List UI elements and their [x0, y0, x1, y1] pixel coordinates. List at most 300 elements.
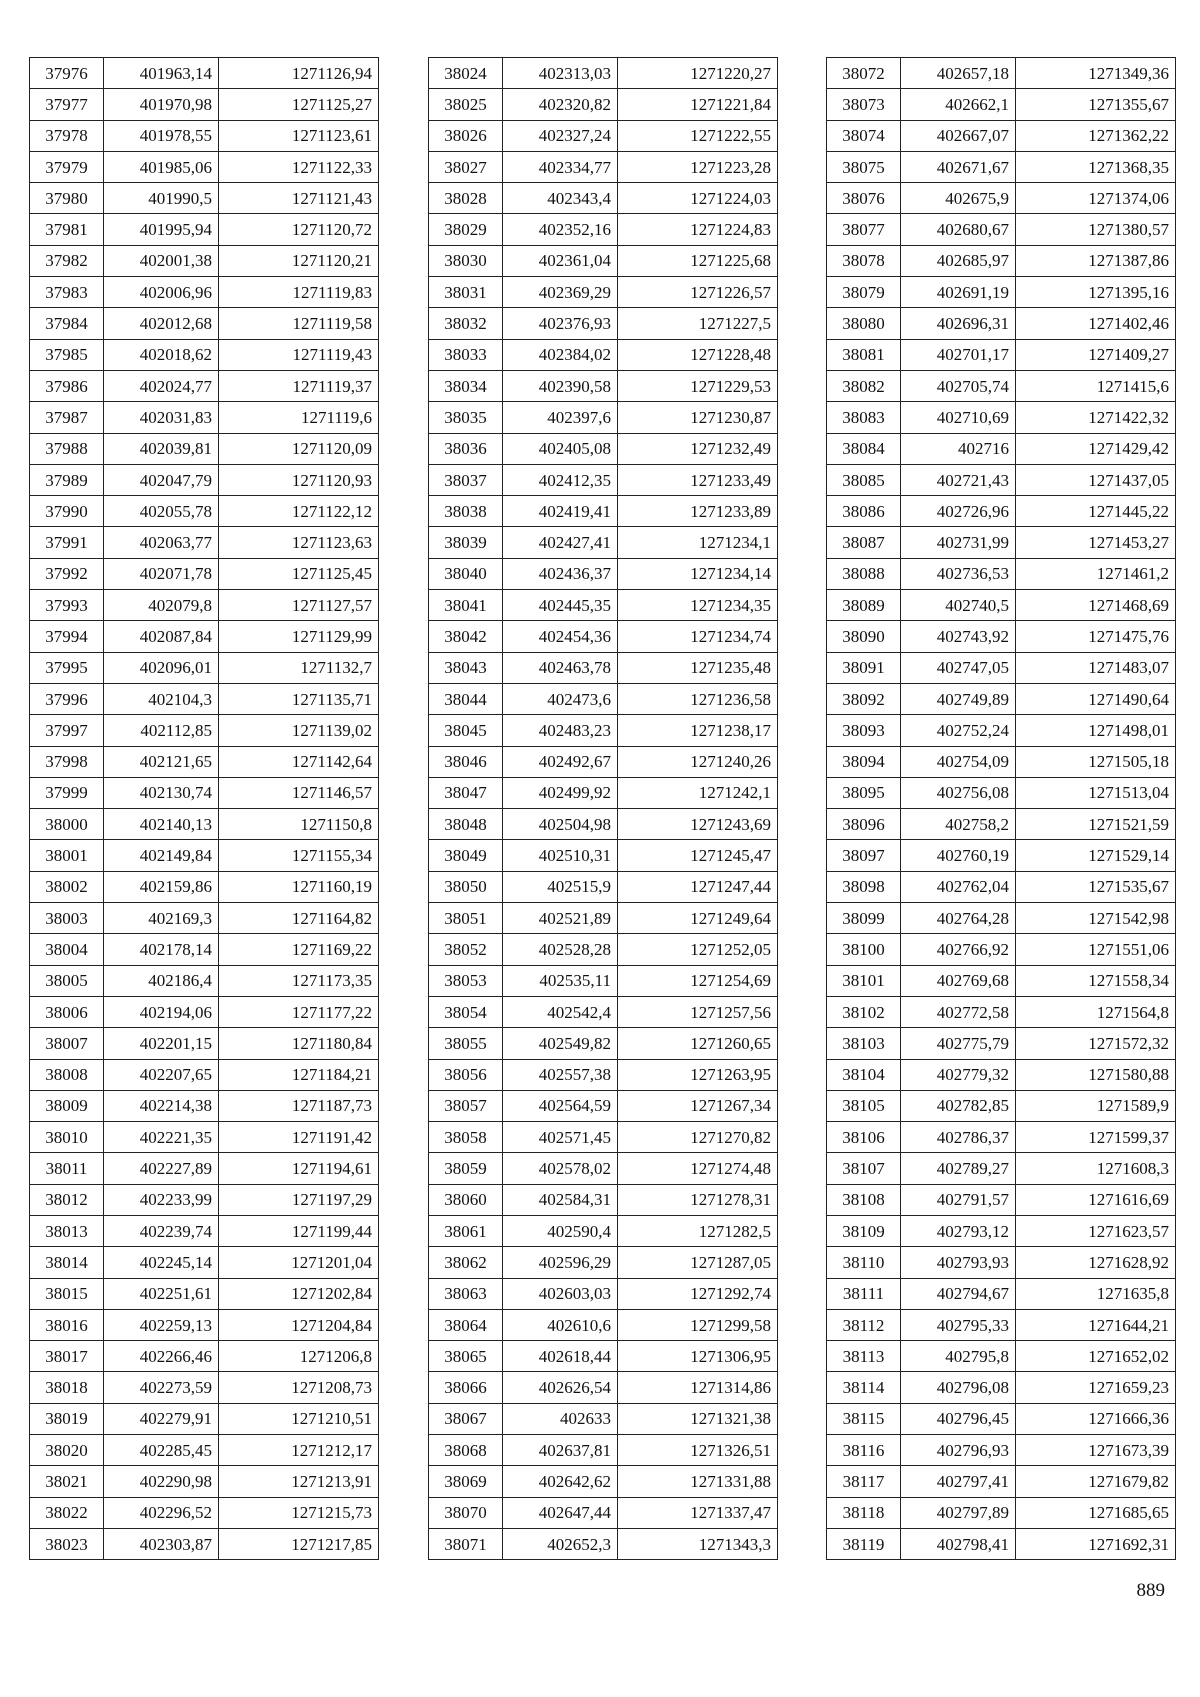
- point-number-cell: 38009: [30, 1090, 104, 1121]
- table-row: [429, 1247, 778, 1278]
- table-row: [30, 746, 379, 777]
- y-coordinate-cell: 1271142,64: [219, 746, 379, 777]
- x-coordinate-cell: 402710,69: [901, 402, 1016, 433]
- point-number-cell: 38000: [30, 809, 104, 840]
- y-coordinate-cell: 1271529,14: [1016, 840, 1176, 871]
- table-row: [30, 871, 379, 902]
- y-coordinate-cell: 1271564,8: [1016, 996, 1176, 1027]
- x-coordinate-cell: 402796,08: [901, 1372, 1016, 1403]
- table-row: [30, 183, 379, 214]
- x-coordinate-cell: 402647,44: [503, 1497, 618, 1528]
- point-number-cell: 37980: [30, 183, 104, 214]
- point-number-cell: 38093: [827, 715, 901, 746]
- x-coordinate-cell: 402130,74: [104, 777, 219, 808]
- y-coordinate-cell: 1271210,51: [219, 1403, 379, 1434]
- x-coordinate-cell: 402031,83: [104, 402, 219, 433]
- point-number-cell: 38048: [429, 809, 503, 840]
- y-coordinate-cell: 1271247,44: [618, 871, 778, 902]
- point-number-cell: 38091: [827, 652, 901, 683]
- table-row: [30, 996, 379, 1027]
- y-coordinate-cell: 1271551,06: [1016, 934, 1176, 965]
- point-number-cell: 38051: [429, 903, 503, 934]
- y-coordinate-cell: 1271120,09: [219, 433, 379, 464]
- x-coordinate-cell: 402361,04: [503, 245, 618, 276]
- x-coordinate-cell: 402747,05: [901, 652, 1016, 683]
- page-number: 889: [1136, 1580, 1165, 1601]
- y-coordinate-cell: 1271208,73: [219, 1372, 379, 1403]
- y-coordinate-cell: 1271521,59: [1016, 809, 1176, 840]
- table-row: [827, 1309, 1176, 1340]
- y-coordinate-cell: 1271199,44: [219, 1215, 379, 1246]
- point-number-cell: 38064: [429, 1309, 503, 1340]
- point-number-cell: 38020: [30, 1435, 104, 1466]
- table-row: [827, 1059, 1176, 1090]
- x-coordinate-cell: 402793,12: [901, 1215, 1016, 1246]
- y-coordinate-cell: 1271245,47: [618, 840, 778, 871]
- y-coordinate-cell: 1271498,01: [1016, 715, 1176, 746]
- point-number-cell: 37984: [30, 308, 104, 339]
- point-number-cell: 37999: [30, 777, 104, 808]
- table-row: [429, 464, 778, 495]
- table-row: [30, 652, 379, 683]
- x-coordinate-cell: 402266,46: [104, 1341, 219, 1372]
- y-coordinate-cell: 1271243,69: [618, 809, 778, 840]
- table-row: [429, 527, 778, 558]
- y-coordinate-cell: 1271337,47: [618, 1497, 778, 1528]
- y-coordinate-cell: 1271173,35: [219, 965, 379, 996]
- table-row: [429, 245, 778, 276]
- point-number-cell: 38076: [827, 183, 901, 214]
- y-coordinate-cell: 1271402,46: [1016, 308, 1176, 339]
- table-row: [30, 308, 379, 339]
- table-row: [827, 214, 1176, 245]
- x-coordinate-cell: 402327,24: [503, 120, 618, 151]
- x-coordinate-cell: 402652,3: [503, 1528, 618, 1559]
- point-number-cell: 38105: [827, 1090, 901, 1121]
- y-coordinate-cell: 1271226,57: [618, 277, 778, 308]
- x-coordinate-cell: 402743,92: [901, 621, 1016, 652]
- x-coordinate-cell: 402369,29: [503, 277, 618, 308]
- x-coordinate-cell: 402384,02: [503, 339, 618, 370]
- y-coordinate-cell: 1271331,88: [618, 1466, 778, 1497]
- y-coordinate-cell: 1271229,53: [618, 370, 778, 401]
- x-coordinate-cell: 402789,27: [901, 1153, 1016, 1184]
- table-row: [827, 277, 1176, 308]
- y-coordinate-cell: 1271409,27: [1016, 339, 1176, 370]
- table-row: [827, 809, 1176, 840]
- y-coordinate-cell: 1271483,07: [1016, 652, 1176, 683]
- point-number-cell: 38015: [30, 1278, 104, 1309]
- x-coordinate-cell: 402691,19: [901, 277, 1016, 308]
- y-coordinate-cell: 1271326,51: [618, 1435, 778, 1466]
- x-coordinate-cell: 402055,78: [104, 496, 219, 527]
- x-coordinate-cell: 402515,9: [503, 871, 618, 902]
- point-number-cell: 38070: [429, 1497, 503, 1528]
- table-row: [30, 433, 379, 464]
- x-coordinate-cell: 402779,32: [901, 1059, 1016, 1090]
- point-number-cell: 38028: [429, 183, 503, 214]
- point-number-cell: 38002: [30, 871, 104, 902]
- x-coordinate-cell: 401963,14: [104, 58, 219, 89]
- table-row: [827, 1090, 1176, 1121]
- point-number-cell: 37991: [30, 527, 104, 558]
- table-row: [429, 1090, 778, 1121]
- y-coordinate-cell: 1271306,95: [618, 1341, 778, 1372]
- table-row: [827, 965, 1176, 996]
- table-row: [429, 871, 778, 902]
- point-number-cell: 37986: [30, 370, 104, 401]
- y-coordinate-cell: 1271254,69: [618, 965, 778, 996]
- x-coordinate-cell: 402603,03: [503, 1278, 618, 1309]
- x-coordinate-cell: 402018,62: [104, 339, 219, 370]
- point-number-cell: 38075: [827, 151, 901, 182]
- y-coordinate-cell: 1271155,34: [219, 840, 379, 871]
- table-row: [30, 245, 379, 276]
- y-coordinate-cell: 1271355,67: [1016, 89, 1176, 120]
- x-coordinate-cell: 402087,84: [104, 621, 219, 652]
- y-coordinate-cell: 1271445,22: [1016, 496, 1176, 527]
- x-coordinate-cell: 402427,41: [503, 527, 618, 558]
- y-coordinate-cell: 1271659,23: [1016, 1372, 1176, 1403]
- point-number-cell: 38081: [827, 339, 901, 370]
- table-row: [827, 1341, 1176, 1372]
- x-coordinate-cell: 402186,4: [104, 965, 219, 996]
- x-coordinate-cell: 402510,31: [503, 840, 618, 871]
- point-number-cell: 37995: [30, 652, 104, 683]
- y-coordinate-cell: 1271260,65: [618, 1028, 778, 1059]
- table-row: [827, 840, 1176, 871]
- table-row: [827, 89, 1176, 120]
- x-coordinate-cell: 401978,55: [104, 120, 219, 151]
- x-coordinate-cell: 402782,85: [901, 1090, 1016, 1121]
- y-coordinate-cell: 1271123,61: [219, 120, 379, 151]
- y-coordinate-cell: 1271628,92: [1016, 1247, 1176, 1278]
- x-coordinate-cell: 402504,98: [503, 809, 618, 840]
- x-coordinate-cell: 402178,14: [104, 934, 219, 965]
- point-number-cell: 38060: [429, 1184, 503, 1215]
- point-number-cell: 38055: [429, 1028, 503, 1059]
- point-number-cell: 38083: [827, 402, 901, 433]
- x-coordinate-cell: 402412,35: [503, 464, 618, 495]
- table-row: [827, 496, 1176, 527]
- point-number-cell: 38111: [827, 1278, 901, 1309]
- x-coordinate-cell: 402584,31: [503, 1184, 618, 1215]
- y-coordinate-cell: 1271505,18: [1016, 746, 1176, 777]
- y-coordinate-cell: 1271437,05: [1016, 464, 1176, 495]
- x-coordinate-cell: 402047,79: [104, 464, 219, 495]
- y-coordinate-cell: 1271224,83: [618, 214, 778, 245]
- y-coordinate-cell: 1271191,42: [219, 1122, 379, 1153]
- y-coordinate-cell: 1271126,94: [219, 58, 379, 89]
- x-coordinate-cell: 402285,45: [104, 1435, 219, 1466]
- y-coordinate-cell: 1271215,73: [219, 1497, 379, 1528]
- table-row: [827, 652, 1176, 683]
- table-row: [827, 590, 1176, 621]
- y-coordinate-cell: 1271122,33: [219, 151, 379, 182]
- x-coordinate-cell: 402112,85: [104, 715, 219, 746]
- point-number-cell: 38109: [827, 1215, 901, 1246]
- point-number-cell: 38017: [30, 1341, 104, 1372]
- table-row: [429, 903, 778, 934]
- x-coordinate-cell: 402795,33: [901, 1309, 1016, 1340]
- point-number-cell: 38114: [827, 1372, 901, 1403]
- table-row: [827, 151, 1176, 182]
- y-coordinate-cell: 1271217,85: [219, 1528, 379, 1559]
- x-coordinate-cell: 402754,09: [901, 746, 1016, 777]
- y-coordinate-cell: 1271270,82: [618, 1122, 778, 1153]
- table-row: [30, 1372, 379, 1403]
- table-row: [827, 1528, 1176, 1559]
- point-number-cell: 37993: [30, 590, 104, 621]
- table-row: [30, 1497, 379, 1528]
- x-coordinate-cell: 402705,74: [901, 370, 1016, 401]
- x-coordinate-cell: 402227,89: [104, 1153, 219, 1184]
- table-row: [30, 1278, 379, 1309]
- y-coordinate-cell: 1271127,57: [219, 590, 379, 621]
- y-coordinate-cell: 1271119,37: [219, 370, 379, 401]
- point-number-cell: 38066: [429, 1372, 503, 1403]
- point-number-cell: 38003: [30, 903, 104, 934]
- y-coordinate-cell: 1271589,9: [1016, 1090, 1176, 1121]
- x-coordinate-cell: 402775,79: [901, 1028, 1016, 1059]
- x-coordinate-cell: 402685,97: [901, 245, 1016, 276]
- table-row: [30, 1215, 379, 1246]
- y-coordinate-cell: 1271123,63: [219, 527, 379, 558]
- x-coordinate-cell: 402716: [901, 433, 1016, 464]
- point-number-cell: 38037: [429, 464, 503, 495]
- table-row: [30, 1028, 379, 1059]
- x-coordinate-cell: 402549,82: [503, 1028, 618, 1059]
- table-row: [429, 402, 778, 433]
- point-number-cell: 38062: [429, 1247, 503, 1278]
- point-number-cell: 37982: [30, 245, 104, 276]
- y-coordinate-cell: 1271150,8: [219, 809, 379, 840]
- x-coordinate-cell: 402667,07: [901, 120, 1016, 151]
- y-coordinate-cell: 1271177,22: [219, 996, 379, 1027]
- table-row: [429, 965, 778, 996]
- x-coordinate-cell: 402731,99: [901, 527, 1016, 558]
- y-coordinate-cell: 1271623,57: [1016, 1215, 1176, 1246]
- y-coordinate-cell: 1271184,21: [219, 1059, 379, 1090]
- point-number-cell: 37988: [30, 433, 104, 464]
- point-number-cell: 38104: [827, 1059, 901, 1090]
- table-row: [30, 58, 379, 89]
- point-number-cell: 37997: [30, 715, 104, 746]
- x-coordinate-cell: 402303,87: [104, 1528, 219, 1559]
- point-number-cell: 38107: [827, 1153, 901, 1184]
- y-coordinate-cell: 1271227,5: [618, 308, 778, 339]
- point-number-cell: 38045: [429, 715, 503, 746]
- point-number-cell: 38041: [429, 590, 503, 621]
- point-number-cell: 38046: [429, 746, 503, 777]
- y-coordinate-cell: 1271233,49: [618, 464, 778, 495]
- table-row: [30, 558, 379, 589]
- table-row: [429, 120, 778, 151]
- y-coordinate-cell: 1271652,02: [1016, 1341, 1176, 1372]
- x-coordinate-cell: 402756,08: [901, 777, 1016, 808]
- x-coordinate-cell: 402564,59: [503, 1090, 618, 1121]
- table-row: [30, 151, 379, 182]
- point-number-cell: 38089: [827, 590, 901, 621]
- y-coordinate-cell: 1271135,71: [219, 683, 379, 714]
- table-row: [30, 715, 379, 746]
- x-coordinate-cell: 402483,23: [503, 715, 618, 746]
- y-coordinate-cell: 1271267,34: [618, 1090, 778, 1121]
- table-row: [429, 339, 778, 370]
- table-row: [429, 1466, 778, 1497]
- x-coordinate-cell: 402149,84: [104, 840, 219, 871]
- y-coordinate-cell: 1271180,84: [219, 1028, 379, 1059]
- x-coordinate-cell: 402796,45: [901, 1403, 1016, 1434]
- point-number-cell: 38038: [429, 496, 503, 527]
- y-coordinate-cell: 1271213,91: [219, 1466, 379, 1497]
- table-row: [827, 558, 1176, 589]
- x-coordinate-cell: 402245,14: [104, 1247, 219, 1278]
- x-coordinate-cell: 402334,77: [503, 151, 618, 182]
- point-number-cell: 38098: [827, 871, 901, 902]
- y-coordinate-cell: 1271234,1: [618, 527, 778, 558]
- y-coordinate-cell: 1271122,12: [219, 496, 379, 527]
- table-row: [429, 652, 778, 683]
- point-number-cell: 38065: [429, 1341, 503, 1372]
- point-number-cell: 38044: [429, 683, 503, 714]
- y-coordinate-cell: 1271119,83: [219, 277, 379, 308]
- x-coordinate-cell: 402405,08: [503, 433, 618, 464]
- point-number-cell: 38061: [429, 1215, 503, 1246]
- point-number-cell: 38067: [429, 1403, 503, 1434]
- point-number-cell: 38042: [429, 621, 503, 652]
- x-coordinate-cell: 402696,31: [901, 308, 1016, 339]
- point-number-cell: 38069: [429, 1466, 503, 1497]
- point-number-cell: 38102: [827, 996, 901, 1027]
- table-row: [30, 527, 379, 558]
- y-coordinate-cell: 1271635,8: [1016, 1278, 1176, 1309]
- y-coordinate-cell: 1271225,68: [618, 245, 778, 276]
- point-number-cell: 38022: [30, 1497, 104, 1528]
- y-coordinate-cell: 1271238,17: [618, 715, 778, 746]
- x-coordinate-cell: 402006,96: [104, 277, 219, 308]
- point-number-cell: 38011: [30, 1153, 104, 1184]
- y-coordinate-cell: 1271608,3: [1016, 1153, 1176, 1184]
- y-coordinate-cell: 1271119,58: [219, 308, 379, 339]
- point-number-cell: 38019: [30, 1403, 104, 1434]
- y-coordinate-cell: 1271535,67: [1016, 871, 1176, 902]
- x-coordinate-cell: 402701,17: [901, 339, 1016, 370]
- y-coordinate-cell: 1271222,55: [618, 120, 778, 151]
- x-coordinate-cell: 402642,62: [503, 1466, 618, 1497]
- table-row: [30, 1528, 379, 1559]
- x-coordinate-cell: 402376,93: [503, 308, 618, 339]
- x-coordinate-cell: 402571,45: [503, 1122, 618, 1153]
- x-coordinate-cell: 402797,41: [901, 1466, 1016, 1497]
- table-row: [429, 1153, 778, 1184]
- point-number-cell: 38063: [429, 1278, 503, 1309]
- point-number-cell: 37996: [30, 683, 104, 714]
- y-coordinate-cell: 1271234,74: [618, 621, 778, 652]
- table-row: [827, 715, 1176, 746]
- coordinate-table-1: [29, 57, 379, 1560]
- table-row: [429, 214, 778, 245]
- x-coordinate-cell: 402680,67: [901, 214, 1016, 245]
- point-number-cell: 38007: [30, 1028, 104, 1059]
- y-coordinate-cell: 1271287,05: [618, 1247, 778, 1278]
- point-number-cell: 38077: [827, 214, 901, 245]
- x-coordinate-cell: 402596,29: [503, 1247, 618, 1278]
- point-number-cell: 38086: [827, 496, 901, 527]
- point-number-cell: 37976: [30, 58, 104, 89]
- point-number-cell: 37990: [30, 496, 104, 527]
- y-coordinate-cell: 1271374,06: [1016, 183, 1176, 214]
- x-coordinate-cell: 402445,35: [503, 590, 618, 621]
- y-coordinate-cell: 1271666,36: [1016, 1403, 1176, 1434]
- x-coordinate-cell: 402794,67: [901, 1278, 1016, 1309]
- table-row: [827, 1403, 1176, 1434]
- y-coordinate-cell: 1271224,03: [618, 183, 778, 214]
- y-coordinate-cell: 1271387,86: [1016, 245, 1176, 276]
- table-row: [30, 1309, 379, 1340]
- x-coordinate-cell: 402542,4: [503, 996, 618, 1027]
- x-coordinate-cell: 402762,04: [901, 871, 1016, 902]
- y-coordinate-cell: 1271232,49: [618, 433, 778, 464]
- x-coordinate-cell: 402251,61: [104, 1278, 219, 1309]
- y-coordinate-cell: 1271121,43: [219, 183, 379, 214]
- point-number-cell: 38097: [827, 840, 901, 871]
- point-number-cell: 38035: [429, 402, 503, 433]
- table-row: [827, 308, 1176, 339]
- x-coordinate-cell: 402104,3: [104, 683, 219, 714]
- table-row: [827, 1278, 1176, 1309]
- y-coordinate-cell: 1271164,82: [219, 903, 379, 934]
- x-coordinate-cell: 402798,41: [901, 1528, 1016, 1559]
- table-row: [827, 245, 1176, 276]
- x-coordinate-cell: 402140,13: [104, 809, 219, 840]
- x-coordinate-cell: 402535,11: [503, 965, 618, 996]
- point-number-cell: 38012: [30, 1184, 104, 1215]
- table-row: [827, 464, 1176, 495]
- y-coordinate-cell: 1271314,86: [618, 1372, 778, 1403]
- table-row: [429, 370, 778, 401]
- table-row: [827, 934, 1176, 965]
- table-row: [429, 590, 778, 621]
- point-number-cell: 37981: [30, 214, 104, 245]
- table-row: [429, 433, 778, 464]
- y-coordinate-cell: 1271139,02: [219, 715, 379, 746]
- table-row: [827, 527, 1176, 558]
- x-coordinate-cell: 402675,9: [901, 183, 1016, 214]
- table-row: [429, 151, 778, 182]
- table-row: [429, 809, 778, 840]
- table-row: [429, 1059, 778, 1090]
- table-row: [827, 402, 1176, 433]
- x-coordinate-cell: 402273,59: [104, 1372, 219, 1403]
- point-number-cell: 38026: [429, 120, 503, 151]
- x-coordinate-cell: 402071,78: [104, 558, 219, 589]
- x-coordinate-cell: 402791,57: [901, 1184, 1016, 1215]
- point-number-cell: 38013: [30, 1215, 104, 1246]
- x-coordinate-cell: 402259,13: [104, 1309, 219, 1340]
- y-coordinate-cell: 1271125,45: [219, 558, 379, 589]
- y-coordinate-cell: 1271321,38: [618, 1403, 778, 1434]
- y-coordinate-cell: 1271299,58: [618, 1309, 778, 1340]
- x-coordinate-cell: 402290,98: [104, 1466, 219, 1497]
- point-number-cell: 38034: [429, 370, 503, 401]
- point-number-cell: 37983: [30, 277, 104, 308]
- x-coordinate-cell: 402626,54: [503, 1372, 618, 1403]
- point-number-cell: 38074: [827, 120, 901, 151]
- x-coordinate-cell: 401970,98: [104, 89, 219, 120]
- point-number-cell: 38059: [429, 1153, 503, 1184]
- x-coordinate-cell: 402279,91: [104, 1403, 219, 1434]
